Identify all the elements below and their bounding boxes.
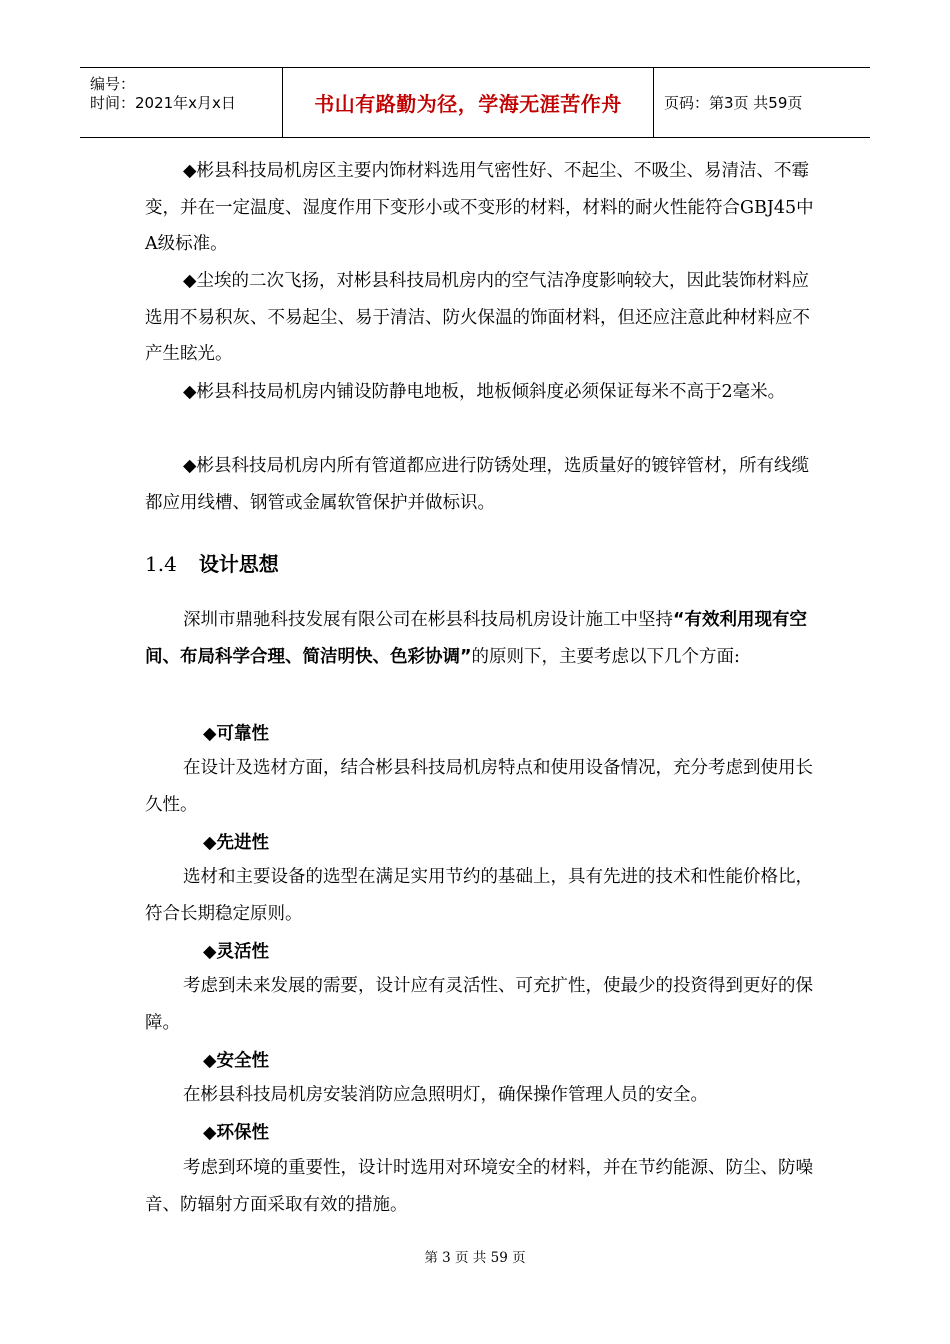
principle-text-safety: 在彬县科技局机房安装消防应急照明灯，确保操作管理人员的安全。 xyxy=(183,1085,708,1105)
principle-text-reliability: 在设计及选材方面，结合彬县科技局机房特点和使用设备情况，充分考虑到使用长久性。 xyxy=(145,758,813,815)
principle-title-environment: ◆环保性 xyxy=(203,1123,269,1143)
section-heading xyxy=(145,548,279,577)
principle-title-reliability: ◆可靠性 xyxy=(203,724,269,744)
section-title: 设计思想 xyxy=(198,552,279,576)
bullet-paragraph-dust: ◆尘埃的二次飞扬，对彬县科技局机房内的空气洁净度影响较大，因此装饰材料应选用不易积灰、不易起尘、易于清洁、防火保温的饰面材料，但还应注意此种材料应不产生眩光。 xyxy=(145,271,810,364)
intro-before: 深圳市鼎驰科技发展有限公司在彬县科技局机房设计施工中坚持 xyxy=(183,610,673,630)
principle-text-advanced: 选材和主要设备的选型在满足实用节约的基础上，具有先进的技术和性能价格比，符合长期稳定原则。 xyxy=(145,867,813,924)
intro-paragraph xyxy=(145,602,825,675)
bullet-paragraph-floor: ◆彬县科技局机房内铺设防静电地板，地板倾斜度必须保证每米不高于2毫米。 xyxy=(183,382,786,402)
header-motto-cell xyxy=(283,68,654,137)
page-footer: 第 3 页 共 59 页 xyxy=(424,1250,526,1266)
section-number: 1.4 xyxy=(145,552,177,576)
document-date: 时间：2021年x月x日 xyxy=(90,94,236,112)
principle-text-environment: 考虑到环境的重要性，设计时选用对环境安全的材料，并在节约能源、防尘、防噪音、防辐射方面采取有效的措施。 xyxy=(145,1158,813,1215)
header-page-info: 页码：第3页 共59页 xyxy=(664,94,803,112)
bullet-paragraph-pipes: ◆彬县科技局机房内所有管道都应进行防锈处理，选质量好的镀锌管材，所有线缆都应用线槽、钢管或金属软管保护并做标识。 xyxy=(145,456,809,513)
document-number-label: 编号： xyxy=(90,75,136,93)
principle-text-flexibility: 考虑到未来发展的需要，设计应有灵活性、可充扩性，使最少的投资得到更好的保障。 xyxy=(145,976,813,1033)
page-header xyxy=(80,67,870,138)
header-motto: 书山有路勤为径，学海无涯苦作舟 xyxy=(314,92,622,116)
principle-title-safety: ◆安全性 xyxy=(203,1051,269,1071)
intro-after: 的原则下，主要考虑以下几个方面: xyxy=(471,646,740,667)
intro-emphasis: “有效利用现有空间、布局科学合理、简洁明快、色彩协调” xyxy=(145,610,808,667)
header-meta-cell xyxy=(80,68,283,137)
principle-title-flexibility: ◆灵活性 xyxy=(203,942,269,962)
principle-title-advanced: ◆先进性 xyxy=(203,833,269,853)
bullet-paragraph-materials: ◆彬县科技局机房区主要内饰材料选用气密性好、不起尘、不吸尘、易清洁、不霉变，并在一定温度、湿度作用下变形小或不变形的材料，材料的耐火性能符合GBJ45中A级标准。 xyxy=(145,161,814,254)
